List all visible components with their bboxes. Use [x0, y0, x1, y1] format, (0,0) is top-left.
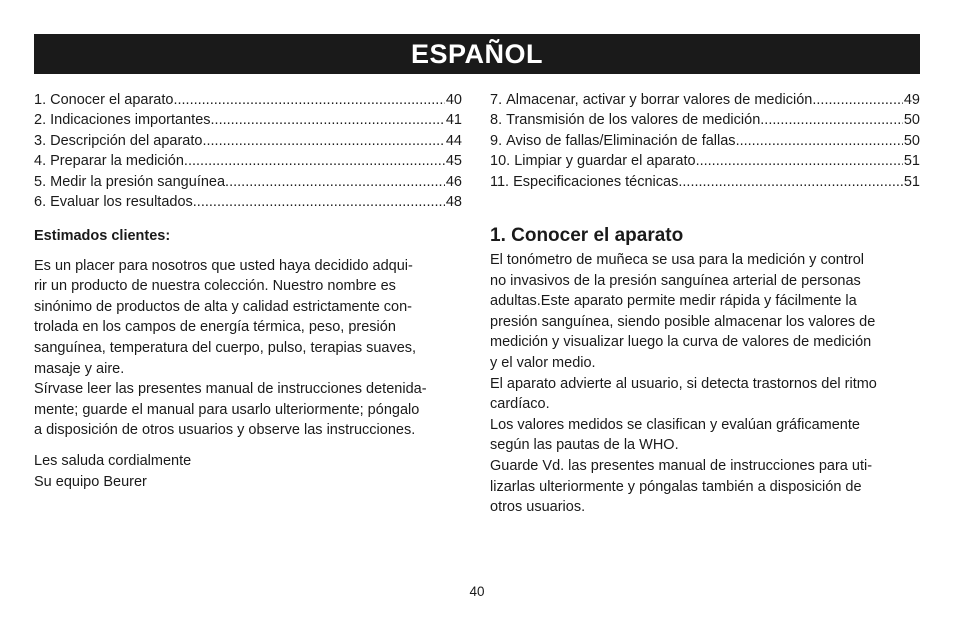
text-line: El tonómetro de muñeca se usa para la medición y control: [490, 252, 864, 268]
toc-entry-page: 40: [445, 92, 462, 108]
toc-entry[interactable]: [34, 151, 462, 171]
text-line: mente; guarde el manual para usarlo ulteriormente; póngalo: [34, 401, 420, 418]
text-line: El aparato advierte al usuario, si detecta trastornos del ritmo: [490, 375, 877, 392]
language-title: ESPAÑOL: [410, 38, 543, 69]
toc-entry-page: 48: [445, 194, 462, 211]
toc-entry[interactable]: [490, 151, 920, 171]
text-line: medición y visualizar luego la curva de valores de medición: [490, 334, 872, 351]
toc-entry-label: Aviso de fallas/Eliminación de fallas: [506, 132, 736, 149]
instructions-paragraph: [34, 379, 464, 441]
text-line: Guarde Vd. las presentes manual de instrucciones para uti-: [490, 457, 873, 474]
text-line: a disposición de otros usuarios y observe las instrucciones.: [34, 422, 416, 439]
toc-entry[interactable]: [490, 172, 920, 192]
text-line: cardíaco.: [490, 396, 550, 413]
toc-entry[interactable]: [34, 131, 462, 151]
text-line: presión sanguínea, siendo posible almacenar los valores de: [490, 313, 876, 330]
toc-entry[interactable]: [34, 172, 462, 192]
text-line: según las pautas de la WHO.: [490, 437, 679, 454]
toc-entry-number: 8.: [490, 112, 503, 129]
toc-entry-page: 45: [445, 153, 462, 170]
text-line: sinónimo de productos de alta y calidad estrictamente con-: [34, 298, 413, 315]
toc-leader-dots: [184, 151, 445, 171]
toc-entry-label: 3. Descripción del aparato: [34, 132, 203, 149]
toc-leader-dots: [812, 90, 902, 110]
section-paragraph: [490, 250, 920, 374]
text-line: trolada en los campos de energía térmica, peso, presión: [34, 319, 396, 336]
text-line: sanguínea, temperatura del cuerpo, pulso, terapias suaves,: [34, 339, 417, 356]
text-line: Les saluda cordialmente: [34, 452, 192, 469]
text-line: y el valor medio.: [490, 354, 596, 371]
toc-entry-page: 50: [903, 132, 920, 149]
toc-entry-number: 7.: [490, 92, 503, 108]
toc-leader-dots: [202, 131, 444, 151]
toc-entry[interactable]: [34, 90, 462, 110]
toc-leader-dots: [193, 192, 445, 212]
toc-entry-page: 49: [903, 92, 920, 108]
toc-entry-page: 50: [903, 112, 920, 129]
text-line: Sírvase leer las presentes manual de instrucciones detenida-: [34, 381, 427, 398]
text-line: Su equipo Beurer: [34, 473, 147, 490]
toc-entry-label: 4. Preparar la medición: [34, 153, 184, 170]
text-line: Es un placer para nosotros que usted haya decidido adqui-: [34, 257, 413, 274]
toc-entry-page: 51: [903, 153, 920, 170]
toc-entry-label: 1. Conocer el aparato: [34, 92, 174, 108]
toc-leader-dots: [211, 110, 445, 130]
toc-entry[interactable]: [490, 110, 920, 130]
toc-entry-label: Transmisión de los valores de medición: [506, 112, 761, 129]
section-paragraph: [490, 374, 920, 415]
toc-leader-dots: [760, 110, 903, 130]
toc-leader-dots: [736, 131, 903, 151]
toc-entry-number: 10.: [490, 153, 511, 170]
toc-entry-label: Limpiar y guardar el aparato: [514, 153, 696, 170]
toc-leader-dots: [678, 172, 903, 192]
text-line: no invasivos de la presión sanguínea arterial de personas: [490, 272, 861, 289]
toc-entry[interactable]: [490, 131, 920, 151]
greeting-paragraph: [34, 256, 464, 380]
section-heading: 1. Conocer el aparato: [490, 225, 684, 246]
greeting-title: Estimados clientes:: [34, 228, 171, 244]
section-paragraph: [490, 456, 920, 518]
toc-leader-dots: [696, 151, 903, 171]
text-line: otros usuarios.: [490, 499, 586, 516]
toc-entry-label: Almacenar, activar y borrar valores de medición: [506, 92, 813, 108]
greeting-column: [34, 226, 464, 492]
toc-entry-page: 41: [445, 112, 462, 129]
table-of-contents-right: [490, 90, 920, 192]
section-1-column: [490, 224, 920, 518]
page-number: 40: [469, 584, 485, 599]
toc-leader-dots: [225, 172, 445, 192]
toc-entry[interactable]: [490, 90, 920, 110]
toc-entry[interactable]: [34, 110, 462, 130]
toc-entry-label: 2. Indicaciones importantes: [34, 112, 211, 129]
toc-leader-dots: [173, 90, 444, 110]
toc-entry-page: 46: [445, 173, 462, 190]
toc-entry-number: 11.: [490, 173, 510, 190]
toc-entry-label: 6. Evaluar los resultados: [34, 194, 193, 211]
language-header-bar: [34, 34, 920, 74]
toc-entry-page: 44: [445, 132, 462, 149]
toc-entry-label: Especificaciones técnicas: [513, 173, 679, 190]
text-line: adultas.Este aparato permite medir rápida y fácilmente la: [490, 293, 857, 310]
text-line: lizarlas ulteriormente y póngalas también a disposición de: [490, 478, 862, 495]
text-line: Los valores medidos se clasifican y evalúan gráficamente: [490, 416, 860, 433]
toc-entry[interactable]: [34, 192, 462, 212]
table-of-contents-left: [34, 90, 462, 212]
closing-signature: [34, 451, 464, 492]
toc-entry-number: 9.: [490, 132, 503, 149]
toc-entry-label: 5. Medir la presión sanguínea: [34, 173, 226, 190]
section-paragraph: [490, 415, 920, 456]
text-line: rir un producto de nuestra colección. Nuestro nombre es: [34, 278, 396, 295]
text-line: masaje y aire.: [34, 360, 125, 377]
toc-entry-page: 51: [903, 173, 920, 190]
